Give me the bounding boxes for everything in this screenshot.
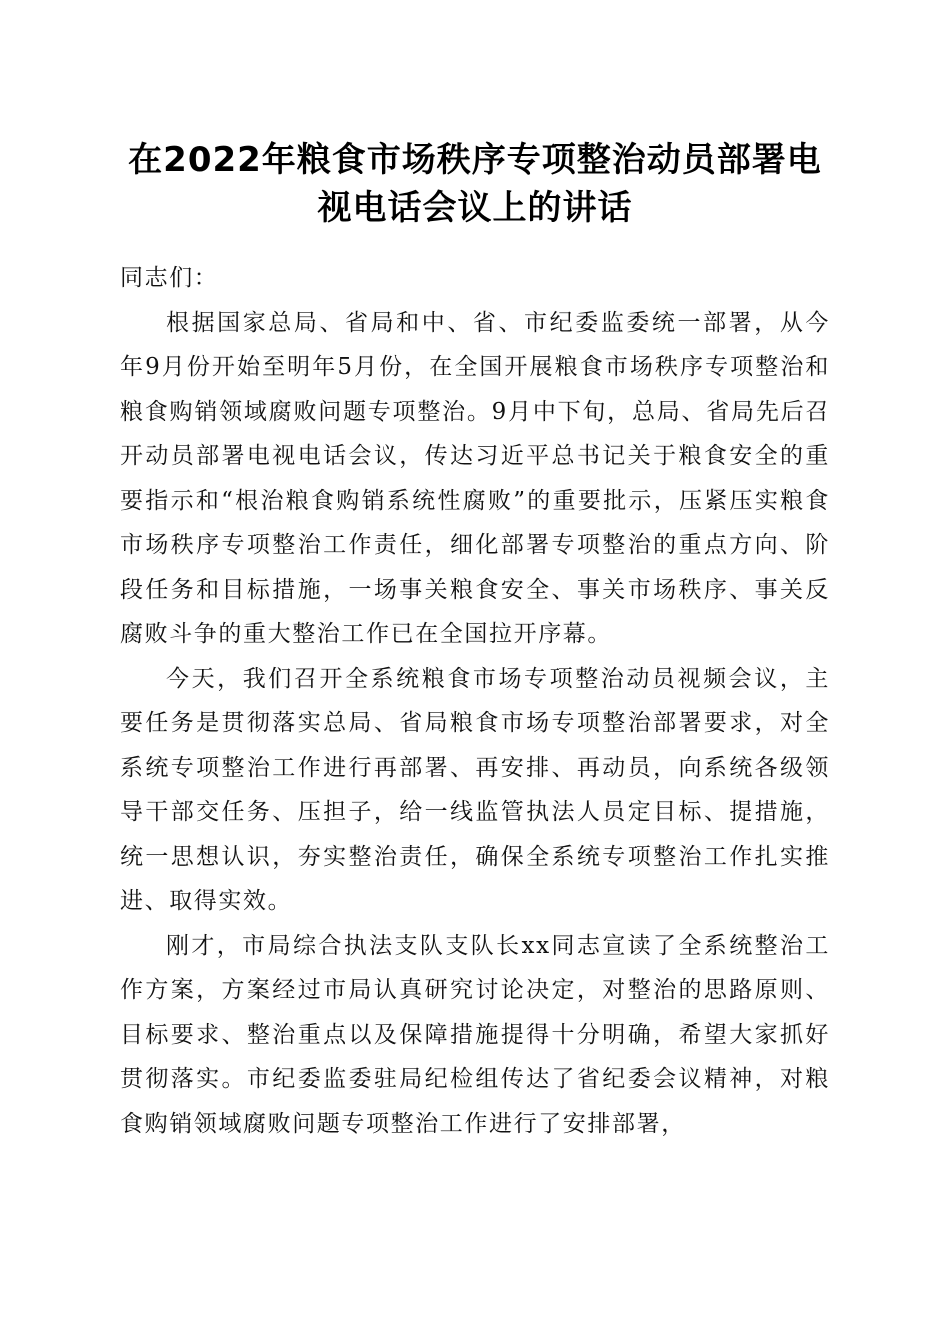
title-line-2: 视电话会议上的讲话 (317, 188, 633, 228)
paragraph-3: 刚才，市局综合执法支队支队长xx同志宣读了全系统整治工作方案，方案经过市局认真研究讨论决定，对整治的思路原则、目标要求、整治重点以及保障措施提得十分明确，希望大家抓好贯彻落实。市纪委监委驻局纪检组传达了省纪委会议精神，对粮食购销领域腐败问题专项整治工作进行了安排部署， (120, 932, 830, 1137)
paragraph-2: 今天，我们召开全系统粮食市场专项整治动员视频会议，主要任务是贯彻落实总局、省局粮食市场专项整治部署要求，对全系统专项整治工作进行再部署、再安排、再动员，向系统各级领导干部交任务、压担子，给一线监管执法人员定目标、提措施，统一思想认识，夯实整治责任，确保全系统专项整治工作扎实推进、取得实效。 (120, 665, 830, 914)
document-title (118, 136, 832, 232)
salutation: 同志们： (120, 265, 219, 291)
paragraph-1: 根据国家总局、省局和中、省、市纪委监委统一部署，从今年9月份开始至明年5月份，在全国开展粮食市场秩序专项整治和粮食购销领域腐败问题专项整治。9月中下旬，总局、省局先后召开动员部署电视电话会议，传达习近平总书记关于粮食安全的重要指示和“根治粮食购销系统性腐败”的重要批示，压紧压实粮食市场秩序专项整治工作责任，细化部署专项整治的重点方向、阶段任务和目标措施，一场事关粮食安全、事关市场秩序、事关反腐败斗争的重大整治工作已在全国拉开序幕。 (120, 309, 830, 647)
title-line-1: 在2022年粮食市场秩序专项整治动员部署电 (128, 140, 822, 180)
document-body (120, 256, 830, 1146)
